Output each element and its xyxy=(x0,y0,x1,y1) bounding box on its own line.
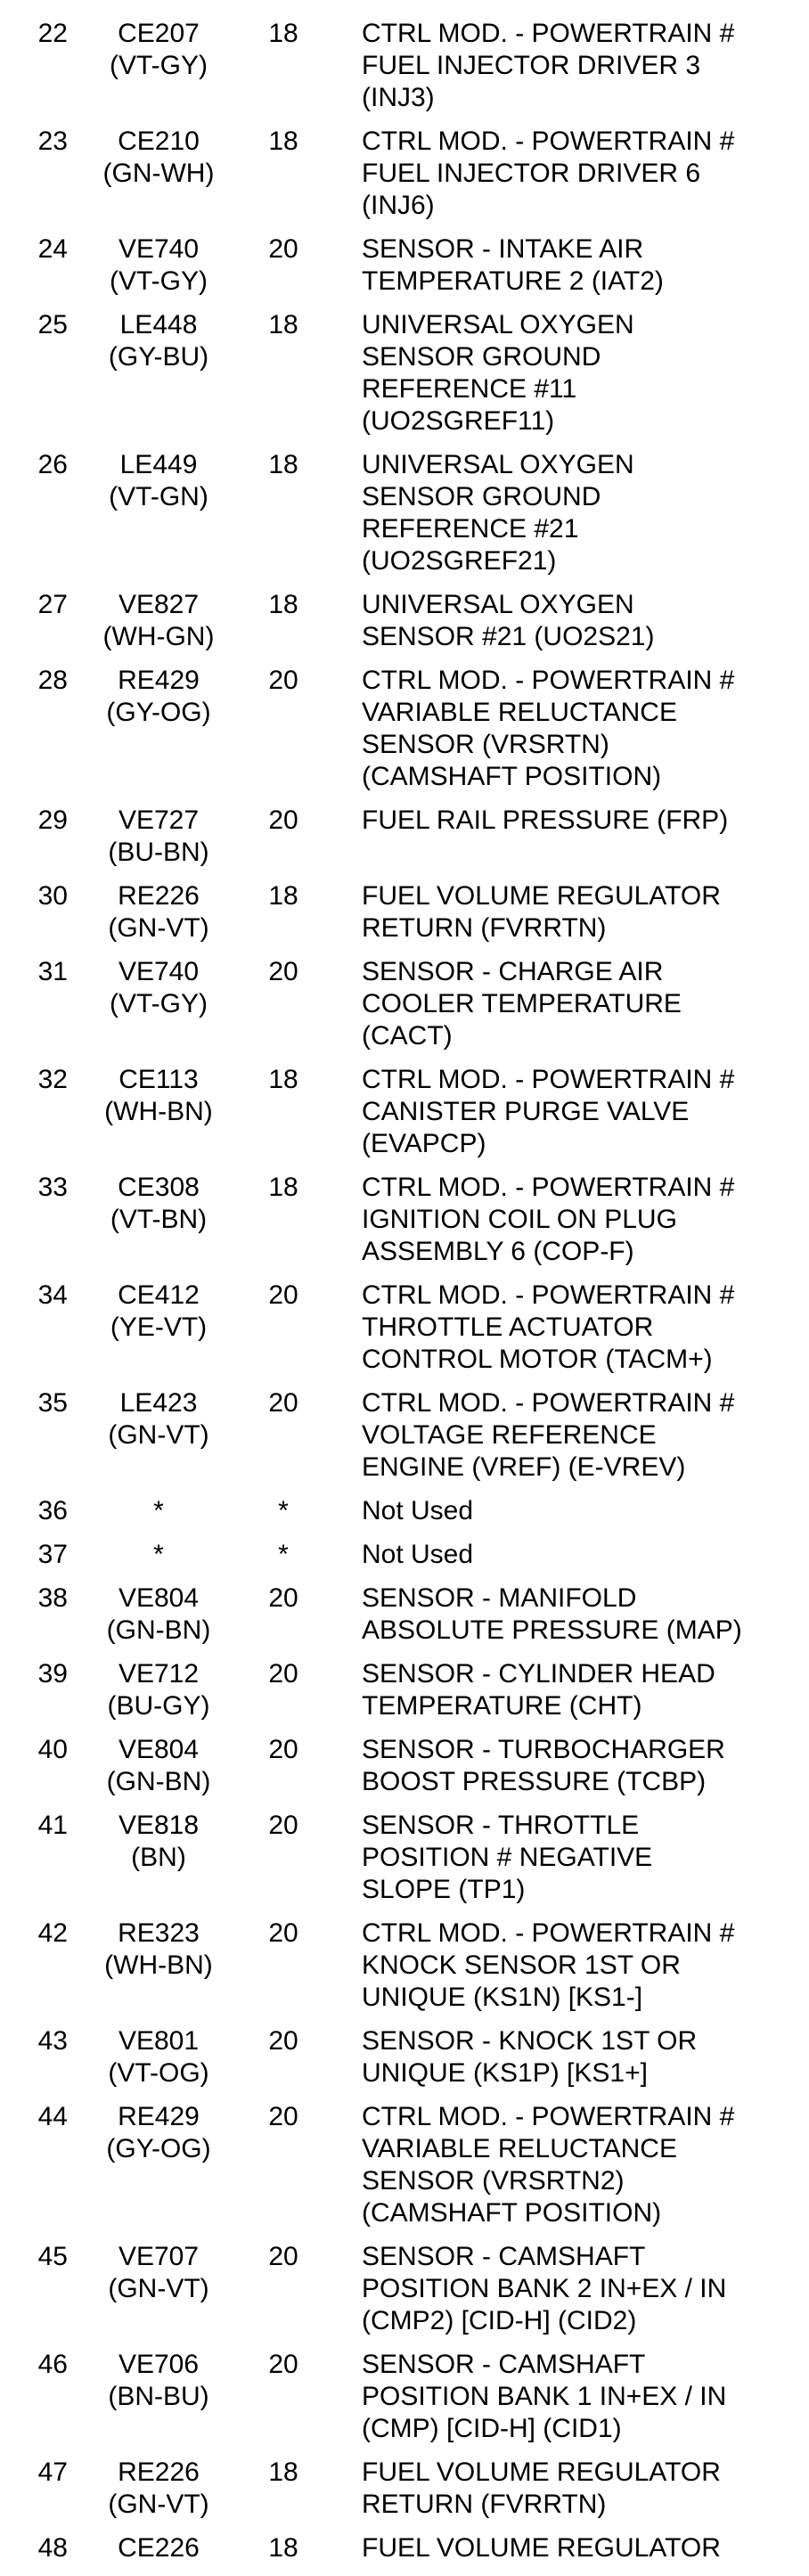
description-line: UNIVERSAL OXYGEN xyxy=(362,310,634,339)
table-row xyxy=(0,1172,809,1268)
wire-color: (GN-BN) xyxy=(106,1767,211,1796)
description-line: (CMP) [CID-H] (CID1) xyxy=(362,2414,622,2443)
circuit-id: VE804 xyxy=(118,1735,200,1764)
table-row xyxy=(0,233,809,298)
description-line: FUEL VOLUME REGULATOR xyxy=(362,2533,721,2563)
table-row xyxy=(0,1810,809,1906)
wire-gauge: 20 xyxy=(268,1388,298,1418)
description-line: SENSOR - THROTTLE xyxy=(362,1811,640,1840)
wire-color: (BN) xyxy=(131,1843,186,1872)
pin-number: 35 xyxy=(37,1388,68,1418)
pin-number: 42 xyxy=(37,1918,68,1948)
function-description xyxy=(362,2025,807,2089)
circuit-id: VE818 xyxy=(118,1811,200,1840)
circuit-id: * xyxy=(153,1496,164,1525)
pin-number: 46 xyxy=(37,2350,68,2379)
circuit-id: RE429 xyxy=(118,2102,200,2131)
function-description xyxy=(362,2101,807,2229)
circuit-id: VE740 xyxy=(118,234,200,264)
wire-color: (GN-VT) xyxy=(108,2274,209,2303)
wire-gauge: 18 xyxy=(268,19,298,48)
description-line: CONTROL MOTOR (TACM+) xyxy=(362,1345,713,1374)
function-description xyxy=(362,2532,807,2564)
description-line: VOLTAGE REFERENCE xyxy=(362,1420,657,1450)
wire-color: (VT-OG) xyxy=(108,2058,209,2088)
wire-gauge: * xyxy=(278,1496,289,1525)
wire-color: (VT-GN) xyxy=(109,482,208,511)
circuit-id: CE412 xyxy=(118,1280,200,1310)
function-description xyxy=(362,805,807,837)
function-description xyxy=(362,449,807,577)
function-description xyxy=(362,1918,807,2014)
table-row xyxy=(0,2532,809,2564)
description-line: CANISTER PURGE VALVE xyxy=(362,1097,690,1126)
pin-number: 40 xyxy=(37,1735,68,1764)
table-row xyxy=(0,805,809,869)
circuit-id: VE827 xyxy=(118,590,200,619)
wire-gauge: 18 xyxy=(268,881,298,911)
circuit-cell xyxy=(69,1064,248,1128)
wire-color: (WH-BN) xyxy=(104,1097,213,1126)
description-line: KNOCK SENSOR 1ST OR xyxy=(362,1950,681,1980)
function-description xyxy=(362,2241,807,2337)
pin-number: 25 xyxy=(37,310,68,339)
wire-color: (GY-BU) xyxy=(108,342,209,372)
description-line: TEMPERATURE (CHT) xyxy=(362,1691,642,1721)
circuit-cell xyxy=(69,1582,248,1647)
table-row xyxy=(0,18,809,114)
description-line: SENSOR (VRSRTN) xyxy=(362,730,609,759)
description-line: SENSOR GROUND xyxy=(362,482,601,511)
description-line: THROTTLE ACTUATOR xyxy=(362,1313,654,1342)
wire-gauge: 20 xyxy=(268,2026,298,2056)
description-line: CTRL MOD. - POWERTRAIN # xyxy=(362,127,735,156)
circuit-id: RE429 xyxy=(118,666,200,695)
circuit-id: VE706 xyxy=(118,2350,200,2379)
wire-gauge: 20 xyxy=(268,806,298,835)
wire-gauge: 18 xyxy=(268,450,298,479)
pin-number: 39 xyxy=(37,1659,68,1689)
circuit-cell xyxy=(69,589,248,653)
description-line: (CMP2) [CID-H] (CID2) xyxy=(362,2306,637,2335)
pin-number: 38 xyxy=(37,1583,68,1613)
wire-gauge: 20 xyxy=(268,666,298,695)
circuit-id: VE707 xyxy=(118,2242,200,2271)
description-line: SENSOR - CAMSHAFT xyxy=(362,2350,646,2379)
pin-number: 33 xyxy=(37,1173,68,1202)
pin-number: 48 xyxy=(37,2533,68,2563)
circuit-cell xyxy=(69,1172,248,1236)
table-row xyxy=(0,2101,809,2229)
description-line: CTRL MOD. - POWERTRAIN # xyxy=(362,2102,735,2131)
table-row xyxy=(0,1582,809,1647)
circuit-cell xyxy=(69,309,248,373)
circuit-id: VE727 xyxy=(118,806,200,835)
circuit-cell xyxy=(69,1387,248,1452)
description-line: CTRL MOD. - POWERTRAIN # xyxy=(362,1065,735,1094)
wire-gauge: 20 xyxy=(268,1583,298,1613)
wire-gauge: 20 xyxy=(268,1280,298,1310)
wire-color: (BU-GY) xyxy=(107,1691,210,1721)
table-row xyxy=(0,126,809,222)
circuit-id: VE740 xyxy=(118,957,200,986)
description-line: UNIQUE (KS1N) [KS1-] xyxy=(362,1983,643,2012)
function-description xyxy=(362,665,807,793)
description-line: SENSOR - CHARGE AIR xyxy=(362,957,664,986)
function-description xyxy=(362,1280,807,1376)
description-line: COOLER TEMPERATURE xyxy=(362,989,682,1018)
wire-gauge: 18 xyxy=(268,1173,298,1202)
description-line: POSITION # NEGATIVE xyxy=(362,1843,653,1872)
description-line: SENSOR - TURBOCHARGER xyxy=(362,1735,725,1764)
description-line: ASSEMBLY 6 (COP-F) xyxy=(362,1237,634,1266)
wire-gauge: 20 xyxy=(268,234,298,264)
wire-gauge: 18 xyxy=(268,127,298,156)
description-line: FUEL VOLUME REGULATOR xyxy=(362,2457,721,2487)
description-line: Not Used xyxy=(362,1540,474,1569)
circuit-cell xyxy=(69,126,248,190)
wire-color: (GN-BN) xyxy=(106,1615,211,1645)
circuit-cell xyxy=(69,2532,248,2564)
circuit-cell xyxy=(69,1495,248,1527)
pin-number: 23 xyxy=(37,127,68,156)
table-row xyxy=(0,2457,809,2521)
description-line: CTRL MOD. - POWERTRAIN # xyxy=(362,1173,735,1202)
circuit-id: VE712 xyxy=(118,1659,200,1689)
circuit-id: RE323 xyxy=(118,1918,200,1948)
table-row xyxy=(0,1918,809,2014)
circuit-id: CE226 xyxy=(118,2533,200,2563)
function-description xyxy=(362,956,807,1052)
circuit-id: CE113 xyxy=(118,1065,199,1094)
circuit-cell xyxy=(69,956,248,1020)
wire-color: (GN-WH) xyxy=(102,159,215,188)
description-line: POSITION BANK 2 IN+EX / IN xyxy=(362,2274,727,2303)
wire-gauge: 20 xyxy=(268,1735,298,1764)
table-row xyxy=(0,449,809,577)
function-description xyxy=(362,18,807,114)
description-line: SENSOR GROUND xyxy=(362,342,601,372)
wire-color: (YE-VT) xyxy=(110,1313,208,1342)
table-row xyxy=(0,956,809,1052)
wire-color: (GY-OG) xyxy=(106,698,211,727)
function-description xyxy=(362,1064,807,1160)
description-line: RETURN (FVRRTN) xyxy=(362,2490,607,2519)
table-row xyxy=(0,1734,809,1798)
circuit-cell xyxy=(69,2457,248,2521)
pin-number: 29 xyxy=(37,806,68,835)
wire-color: (GN-VT) xyxy=(108,913,209,943)
circuit-id: RE226 xyxy=(118,881,200,911)
wire-color: (VT-GY) xyxy=(110,51,208,80)
function-description xyxy=(362,1539,807,1571)
function-description xyxy=(362,1172,807,1268)
circuit-cell xyxy=(69,880,248,945)
description-line: UNIQUE (KS1P) [KS1+] xyxy=(362,2058,648,2088)
description-line: (CAMSHAFT POSITION) xyxy=(362,2198,662,2228)
wire-gauge: 18 xyxy=(268,2457,298,2487)
function-description xyxy=(362,126,807,222)
table-row xyxy=(0,880,809,945)
description-line: SENSOR - KNOCK 1ST OR xyxy=(362,2026,698,2056)
pin-number: 24 xyxy=(37,234,68,264)
circuit-cell xyxy=(69,665,248,729)
description-line: SENSOR (VRSRTN2) xyxy=(362,2166,625,2196)
pin-number: 44 xyxy=(37,2102,68,2131)
wire-gauge: 18 xyxy=(268,310,298,339)
circuit-cell xyxy=(69,1810,248,1874)
circuit-id: LE449 xyxy=(119,450,198,479)
pin-number: 32 xyxy=(37,1065,68,1094)
wire-color: (VT-GY) xyxy=(110,989,208,1018)
function-description xyxy=(362,1810,807,1906)
table-row xyxy=(0,665,809,793)
table-row xyxy=(0,309,809,438)
description-line: VARIABLE RELUCTANCE xyxy=(362,698,677,727)
description-line: Not Used xyxy=(362,1496,474,1525)
circuit-cell xyxy=(69,2241,248,2305)
description-line: CTRL MOD. - POWERTRAIN # xyxy=(362,666,735,695)
table-row xyxy=(0,1387,809,1484)
wire-gauge: 18 xyxy=(268,590,298,619)
wire-gauge: 18 xyxy=(268,2533,298,2563)
description-line: REFERENCE #11 xyxy=(362,374,577,404)
wire-color: (GY-OG) xyxy=(106,2134,211,2163)
description-line: (UO2SGREF21) xyxy=(362,546,557,576)
description-line: ABSOLUTE PRESSURE (MAP) xyxy=(362,1615,742,1645)
wire-gauge: 20 xyxy=(268,2242,298,2271)
wire-gauge: 20 xyxy=(268,2102,298,2131)
function-description xyxy=(362,309,807,438)
pin-number: 41 xyxy=(37,1811,68,1840)
wire-color: (WH-BN) xyxy=(104,1950,213,1980)
circuit-id: CE308 xyxy=(118,1173,200,1202)
circuit-id: VE801 xyxy=(118,2026,200,2056)
wire-gauge: 20 xyxy=(268,2350,298,2379)
pin-number: 37 xyxy=(37,1540,68,1569)
wire-color: (WH-GN) xyxy=(102,622,215,651)
description-line: CTRL MOD. - POWERTRAIN # xyxy=(362,1918,735,1948)
pin-number: 47 xyxy=(37,2457,68,2487)
description-line: TEMPERATURE 2 (IAT2) xyxy=(362,266,664,296)
description-line: (INJ3) xyxy=(362,83,435,112)
pin-number: 36 xyxy=(37,1496,68,1525)
description-line: VARIABLE RELUCTANCE xyxy=(362,2134,677,2163)
circuit-cell xyxy=(69,2025,248,2089)
table-row xyxy=(0,1658,809,1722)
function-description xyxy=(362,2349,807,2445)
wire-gauge: * xyxy=(278,1540,289,1569)
circuit-cell xyxy=(69,1734,248,1798)
wire-gauge: 20 xyxy=(268,1659,298,1689)
pin-number: 34 xyxy=(37,1280,68,1310)
description-line: REFERENCE #21 xyxy=(362,514,579,544)
circuit-cell xyxy=(69,1280,248,1344)
description-line: CTRL MOD. - POWERTRAIN # xyxy=(362,1280,735,1310)
wire-color: (GN-VT) xyxy=(108,2490,209,2519)
pin-number: 22 xyxy=(37,19,68,48)
wire-color: (BU-BN) xyxy=(108,838,209,867)
description-line: (EVAPCP) xyxy=(362,1129,486,1158)
wire-color: (GN-VT) xyxy=(108,1420,209,1450)
pin-number: 45 xyxy=(37,2242,68,2271)
circuit-cell xyxy=(69,233,248,298)
function-description xyxy=(362,1734,807,1798)
circuit-id: LE448 xyxy=(119,310,198,339)
pin-number: 30 xyxy=(37,881,68,911)
circuit-id: VE804 xyxy=(118,1583,200,1613)
description-line: SENSOR - CYLINDER HEAD xyxy=(362,1659,715,1689)
circuit-cell xyxy=(69,18,248,82)
circuit-cell xyxy=(69,1658,248,1722)
function-description xyxy=(362,589,807,653)
table-row xyxy=(0,2025,809,2089)
wire-gauge: 18 xyxy=(268,1065,298,1094)
description-line: IGNITION COIL ON PLUG xyxy=(362,1205,677,1234)
function-description xyxy=(362,1387,807,1484)
wire-gauge: 20 xyxy=(268,1811,298,1840)
table-row xyxy=(0,2241,809,2337)
description-line: CTRL MOD. - POWERTRAIN # xyxy=(362,19,735,48)
wire-color: (BN-BU) xyxy=(108,2382,209,2411)
description-line: SENSOR - CAMSHAFT xyxy=(362,2242,646,2271)
table-row xyxy=(0,1495,809,1527)
description-line: CTRL MOD. - POWERTRAIN # xyxy=(362,1388,735,1418)
pin-number: 31 xyxy=(37,957,68,986)
function-description xyxy=(362,2457,807,2521)
description-line: SLOPE (TP1) xyxy=(362,1875,526,1904)
description-line: UNIVERSAL OXYGEN xyxy=(362,450,634,479)
pin-number: 28 xyxy=(37,666,68,695)
function-description xyxy=(362,1582,807,1647)
description-line: (UO2SGREF11) xyxy=(362,406,555,436)
pin-number: 43 xyxy=(37,2026,68,2056)
description-line: (CACT) xyxy=(362,1021,453,1051)
wire-color: (VT-BN) xyxy=(110,1205,208,1234)
wire-gauge: 20 xyxy=(268,1918,298,1948)
wire-color: (VT-GY) xyxy=(110,266,208,296)
circuit-cell xyxy=(69,449,248,513)
description-line: UNIVERSAL OXYGEN xyxy=(362,590,634,619)
circuit-cell xyxy=(69,2349,248,2413)
description-line: FUEL INJECTOR DRIVER 6 xyxy=(362,159,701,188)
table-row xyxy=(0,1064,809,1160)
circuit-id: LE423 xyxy=(119,1388,198,1418)
pin-number: 27 xyxy=(37,590,68,619)
description-line: FUEL INJECTOR DRIVER 3 xyxy=(362,51,701,80)
description-line: (INJ6) xyxy=(362,191,435,220)
description-line: SENSOR #21 (UO2S21) xyxy=(362,622,655,651)
description-line: BOOST PRESSURE (TCBP) xyxy=(362,1767,707,1796)
circuit-id: RE226 xyxy=(118,2457,200,2487)
circuit-cell xyxy=(69,1539,248,1571)
table-row xyxy=(0,1280,809,1376)
function-description xyxy=(362,1658,807,1722)
description-line: SENSOR - MANIFOLD xyxy=(362,1583,637,1613)
description-line: FUEL VOLUME REGULATOR xyxy=(362,881,721,911)
table-row xyxy=(0,2349,809,2445)
pin-number: 26 xyxy=(37,450,68,479)
function-description xyxy=(362,233,807,298)
circuit-id: CE207 xyxy=(118,19,200,48)
function-description xyxy=(362,880,807,945)
description-line: (CAMSHAFT POSITION) xyxy=(362,762,662,791)
circuit-cell xyxy=(69,805,248,869)
circuit-id: CE210 xyxy=(118,127,200,156)
description-line: RETURN (FVRRTN) xyxy=(362,913,607,943)
circuit-cell xyxy=(69,1918,248,1982)
circuit-cell xyxy=(69,2101,248,2165)
description-line: SENSOR - INTAKE AIR xyxy=(362,234,644,264)
description-line: ENGINE (VREF) (E-VREV) xyxy=(362,1452,686,1482)
function-description xyxy=(362,1495,807,1527)
table-row xyxy=(0,589,809,653)
description-line: FUEL RAIL PRESSURE (FRP) xyxy=(362,806,729,835)
description-line: POSITION BANK 1 IN+EX / IN xyxy=(362,2382,727,2411)
circuit-id: * xyxy=(153,1540,164,1569)
table-row xyxy=(0,1539,809,1571)
wire-gauge: 20 xyxy=(268,957,298,986)
connector-pinout-table xyxy=(0,18,809,2576)
